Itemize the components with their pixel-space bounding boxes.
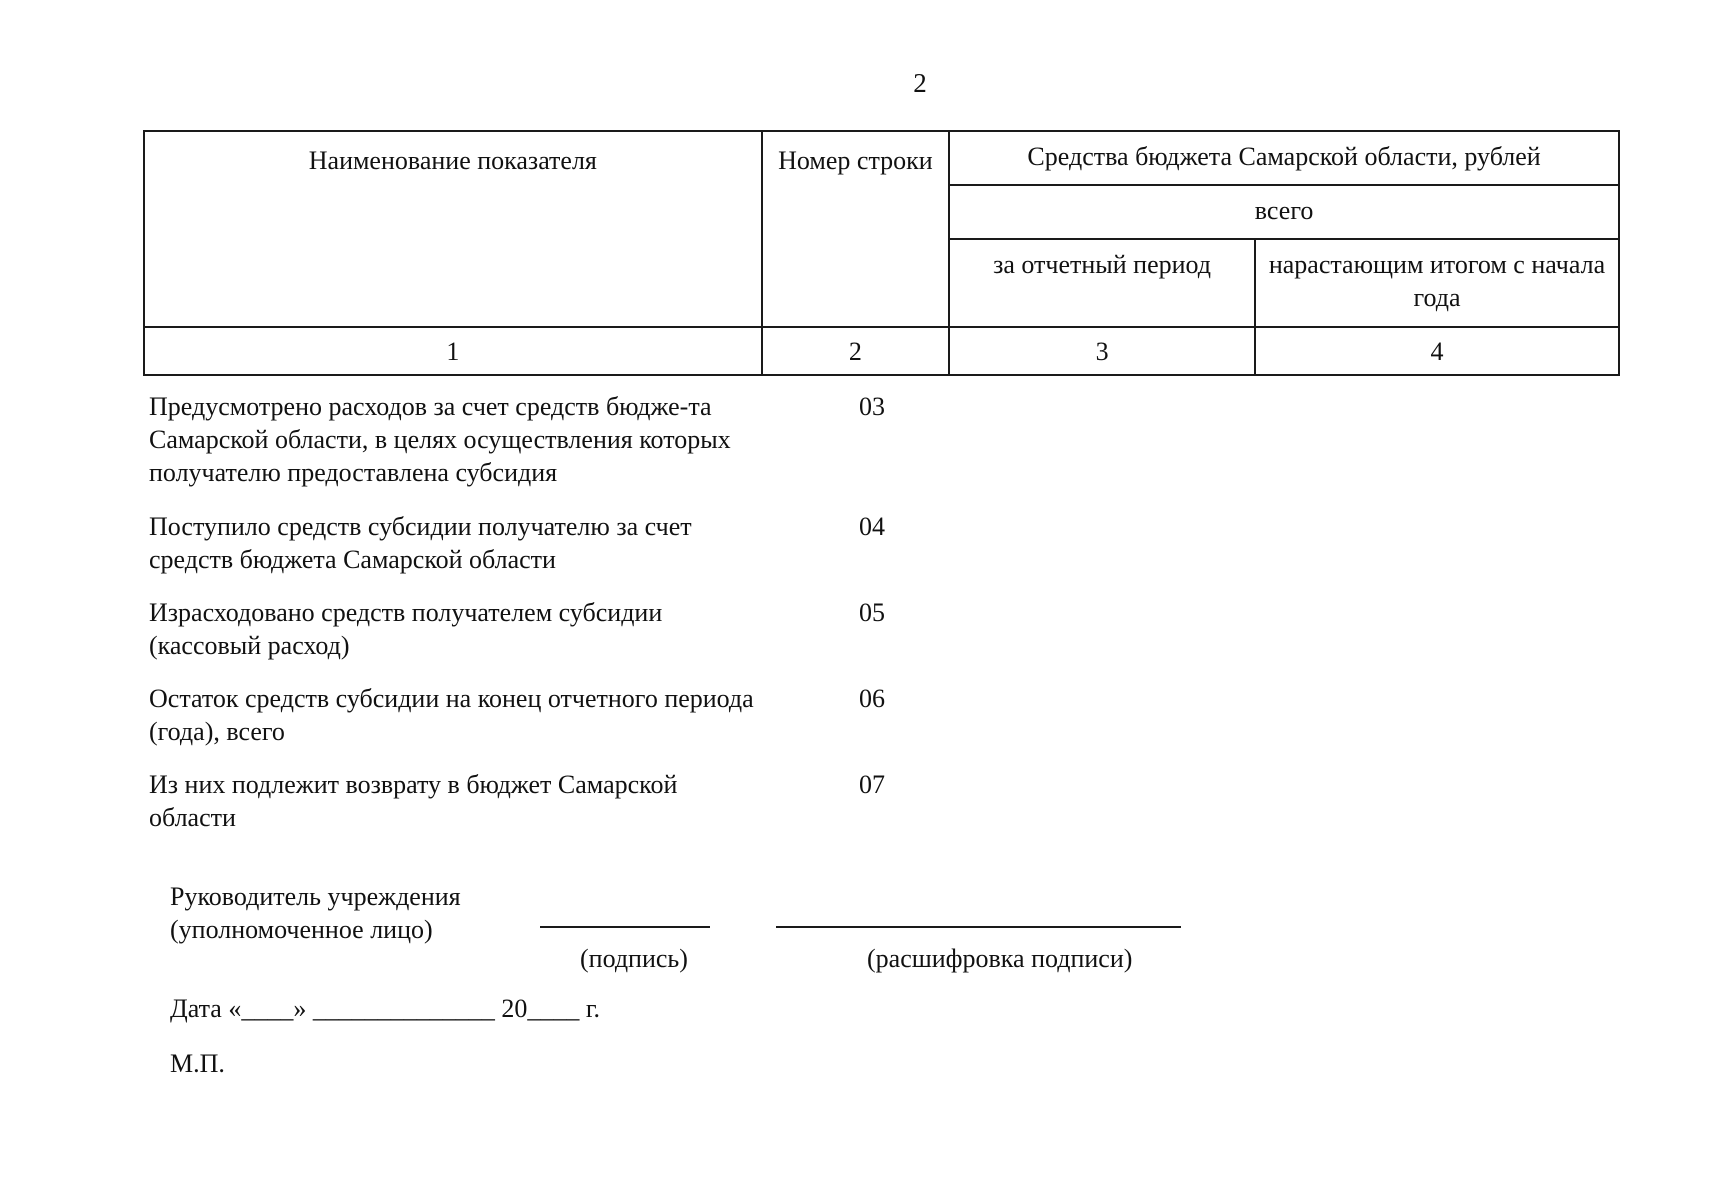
page-number: 2 bbox=[913, 68, 927, 98]
header-for-period: за отчетный период bbox=[949, 239, 1255, 327]
indicator-rows bbox=[149, 390, 1449, 854]
signature-line bbox=[540, 926, 710, 928]
indicator-row bbox=[149, 390, 1449, 510]
indicator-row bbox=[149, 768, 1449, 854]
signature-decoding-line bbox=[776, 926, 1181, 928]
indicator-name: Израсходовано средств получателем субсидии (кассовый расход) bbox=[149, 598, 663, 660]
header-total: всего bbox=[949, 185, 1619, 239]
column-number-1: 1 bbox=[144, 327, 762, 375]
indicator-name: Остаток средств субсидии на конец отчетного периода (года), всего bbox=[149, 684, 754, 746]
indicator-row bbox=[149, 682, 1449, 768]
column-number-2: 2 bbox=[762, 327, 950, 375]
header-budget-funds: Средства бюджета Самарской области, рублей bbox=[949, 131, 1619, 185]
header-row-number: Номер строки bbox=[762, 131, 950, 327]
indicator-code: 06 bbox=[859, 684, 885, 713]
stamp-label: М.П. bbox=[170, 1049, 225, 1078]
indicator-code: 03 bbox=[859, 392, 885, 421]
head-title-line1: Руководитель учреждения bbox=[170, 882, 461, 911]
date-line: Дата «____» ______________ 20____ г. bbox=[170, 994, 601, 1023]
indicator-row bbox=[149, 510, 1449, 596]
signature-caption: (подпись) bbox=[580, 944, 688, 973]
indicator-code: 04 bbox=[859, 512, 885, 541]
indicator-row bbox=[149, 596, 1449, 682]
head-title-line2: (уполномоченное лицо) bbox=[170, 915, 433, 944]
header-indicator-name: Наименование показателя bbox=[144, 131, 762, 327]
indicator-code: 07 bbox=[859, 770, 885, 799]
report-table bbox=[143, 130, 1620, 376]
column-numbers-row bbox=[144, 327, 1619, 375]
header-cumulative: нарастающим итогом с начала года bbox=[1255, 239, 1619, 327]
indicator-code: 05 bbox=[859, 598, 885, 627]
indicator-name: Поступило средств субсидии получателю за счет средств бюджета Самарской области bbox=[149, 512, 692, 574]
head-title bbox=[170, 880, 530, 946]
indicator-name: Из них подлежит возврату в бюджет Самарской области bbox=[149, 770, 678, 832]
column-number-3: 3 bbox=[949, 327, 1255, 375]
column-number-4: 4 bbox=[1255, 327, 1619, 375]
indicator-name: Предусмотрено расходов за счет средств бюдже-та Самарской области, в целях осуществления которых получателю предоставлена субсидия bbox=[149, 392, 731, 487]
decoding-caption: (расшифровка подписи) bbox=[867, 944, 1133, 973]
header-row-1 bbox=[144, 131, 1619, 185]
